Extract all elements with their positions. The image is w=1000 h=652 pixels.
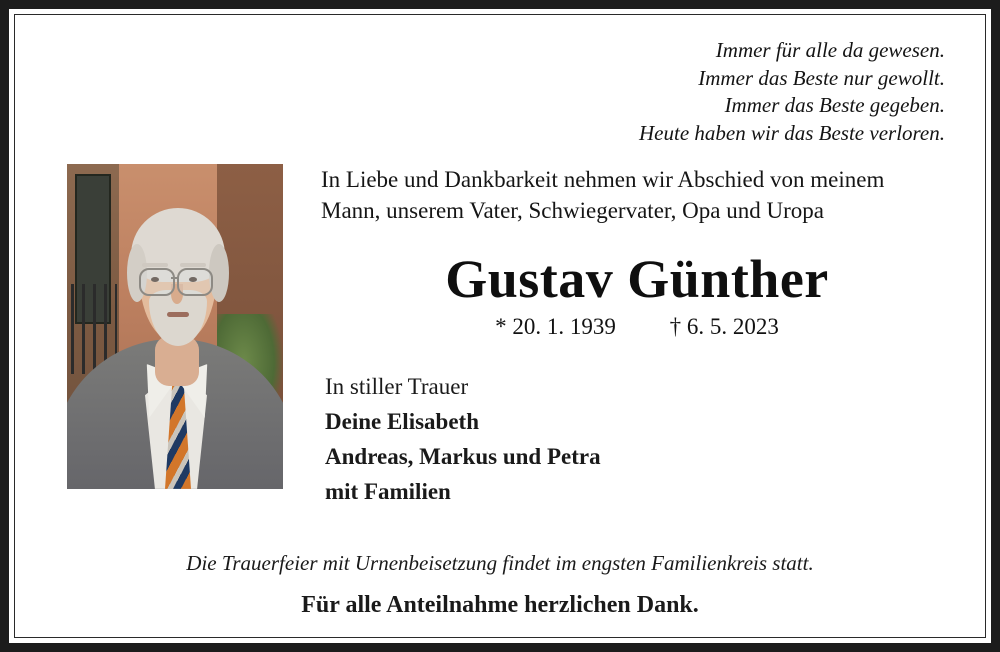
ceremony-note: Die Trauerfeier mit Urnenbeisetzung findet im engsten Familienkreis statt. <box>186 551 814 575</box>
verse-line-4: Heute haben wir das Beste verloren. <box>639 121 945 146</box>
dedication-line-2: Mann, unserem Vater, Schwiegervater, Opa und Uropa <box>321 198 824 224</box>
mourner-line-1: Deine Elisabeth <box>325 409 479 435</box>
dedication-line-1: In Liebe und Dankbarkeit nehmen wir Abschied von meinem <box>321 166 885 192</box>
photo-eyeglass-lens-left <box>139 268 175 296</box>
deceased-name: Gustav Günther <box>445 249 829 310</box>
verse-line-1: Immer für alle da gewesen. <box>715 38 945 62</box>
mourner-line-3: mit Familien <box>325 479 451 505</box>
notice-footer <box>37 551 963 619</box>
thanks-note: Für alle Anteilnahme herzlichen Dank. <box>301 592 699 618</box>
mourners-intro: In stiller Trauer <box>325 374 469 400</box>
text-column <box>287 164 963 515</box>
notice-inner-frame <box>14 14 986 638</box>
photo-eyebrow-right <box>180 263 206 267</box>
birth-date: * 20. 1. 1939 <box>495 314 616 340</box>
portrait-photo <box>67 164 283 489</box>
photo-eyeglass-lens-right <box>177 268 213 296</box>
verse-line-2: Immer das Beste nur gewollt. <box>698 65 945 90</box>
photo-eyeglass-bridge <box>171 277 179 279</box>
death-date: † 6. 5. 2023 <box>669 314 779 340</box>
portrait-column <box>37 164 287 489</box>
verse-line-3: Immer das Beste gegeben. <box>724 93 945 118</box>
life-dates <box>321 314 953 340</box>
notice-body <box>37 164 963 515</box>
dedication-text <box>321 164 953 227</box>
mourners-block <box>321 374 953 505</box>
memorial-verse <box>37 37 945 148</box>
photo-eyebrow-left <box>142 263 168 267</box>
mourner-line-2: Andreas, Markus und Petra <box>325 444 601 470</box>
photo-mouth <box>167 312 189 317</box>
